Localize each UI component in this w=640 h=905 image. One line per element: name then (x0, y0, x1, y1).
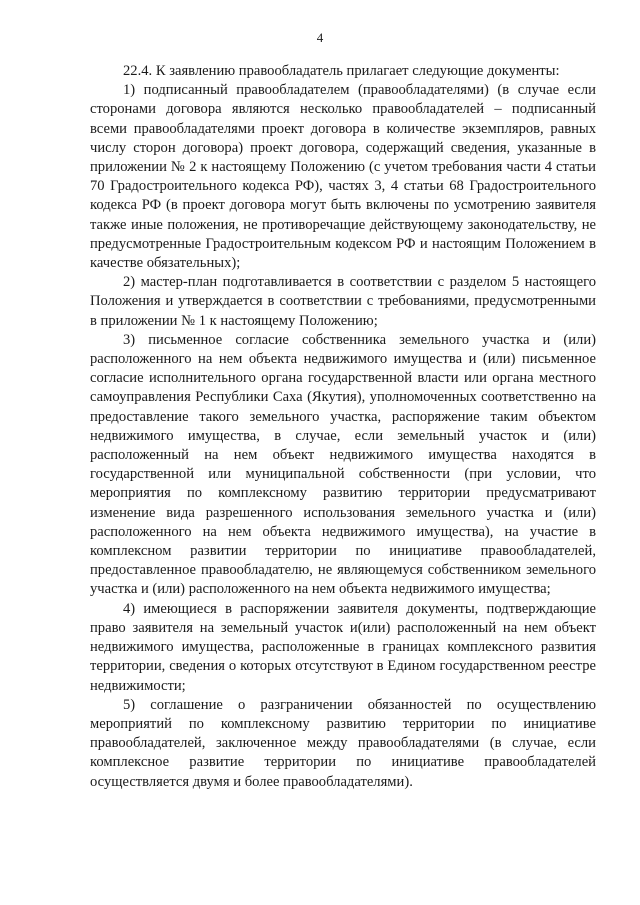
document-body (90, 62, 596, 792)
paragraph-item-1: 1) подписанный правообладателем (правообладателями) (в случае если сторонами договора являются несколько правообладателей – подписанный всеми правообладателями проект договора в количестве экземпляров, равных числу сторон договора) проект договора, содержащий сведения, указанные в приложении № 2 к настоящему Положению (с учетом требования части 4 статьи 70 Градостроительного кодекса РФ), частях 3, 4 статьи 68 Градостроительного кодекса РФ (в проект договора могут быть включены по усмотрению заявителя также иные положения, не противоречащие действующему законодательству, не предусмотренные Градостроительным кодексом РФ и настоящим Положением в качестве обязательных); (90, 82, 596, 272)
paragraph-item-5: 5) соглашение о разграничении обязанностей по осуществлению мероприятий по комплексному развитию территории по инициативе правообладателей, заключенное между правообладателями (в случае, если комплексное развитие территории по инициативе правообладателей осуществляется двумя и более правообладателями). (90, 696, 596, 790)
paragraph-item-2: 2) мастер-план подготавливается в соответствии с разделом 5 настоящего Положения и утверждается в соответствии с требованиями, предусмотренными в приложении № 1 к настоящему Положению; (90, 274, 596, 329)
page-number: 4 (316, 30, 324, 45)
paragraph-item-3: 3) письменное согласие собственника земельного участка и (или) расположенного на нем объекта недвижимого имущества и (или) письменное согласие исполнительного органа государственной власти или органа местного самоуправления Республики Саха (Якутия), уполномоченных соответственно на предоставление такого земельного участка, распоряжение таким объектом недвижимого имущества, в случае, если земельный участок и (или) расположенный на нем объект недвижимого имущества находятся в государственной или муниципальной собственности (при условии, что мероприятия по комплексному развитию территории предусматривают изменение вида разрешенного использования земельного участка и (или) расположенного на нем объекта недвижимого имущества), на участие в комплексном развитии территории по инициативе правообладателей, предоставленное правообладателю, не являющемуся собственником земельного участка и (или) расположенного на нем объекта недвижимого имущества; (90, 331, 596, 598)
paragraph-22-4-intro: 22.4. К заявлению правообладатель прилагает следующие документы: (123, 63, 560, 79)
paragraph-item-4: 4) имеющиеся в распоряжении заявителя документы, подтверждающие право заявителя на земельный участок и(или) расположенный на нем объект недвижимого имущества, расположенные в границах комплексного развития территории, сведения о которых отсутствуют в Едином государственном реестре недвижимости; (90, 600, 596, 694)
